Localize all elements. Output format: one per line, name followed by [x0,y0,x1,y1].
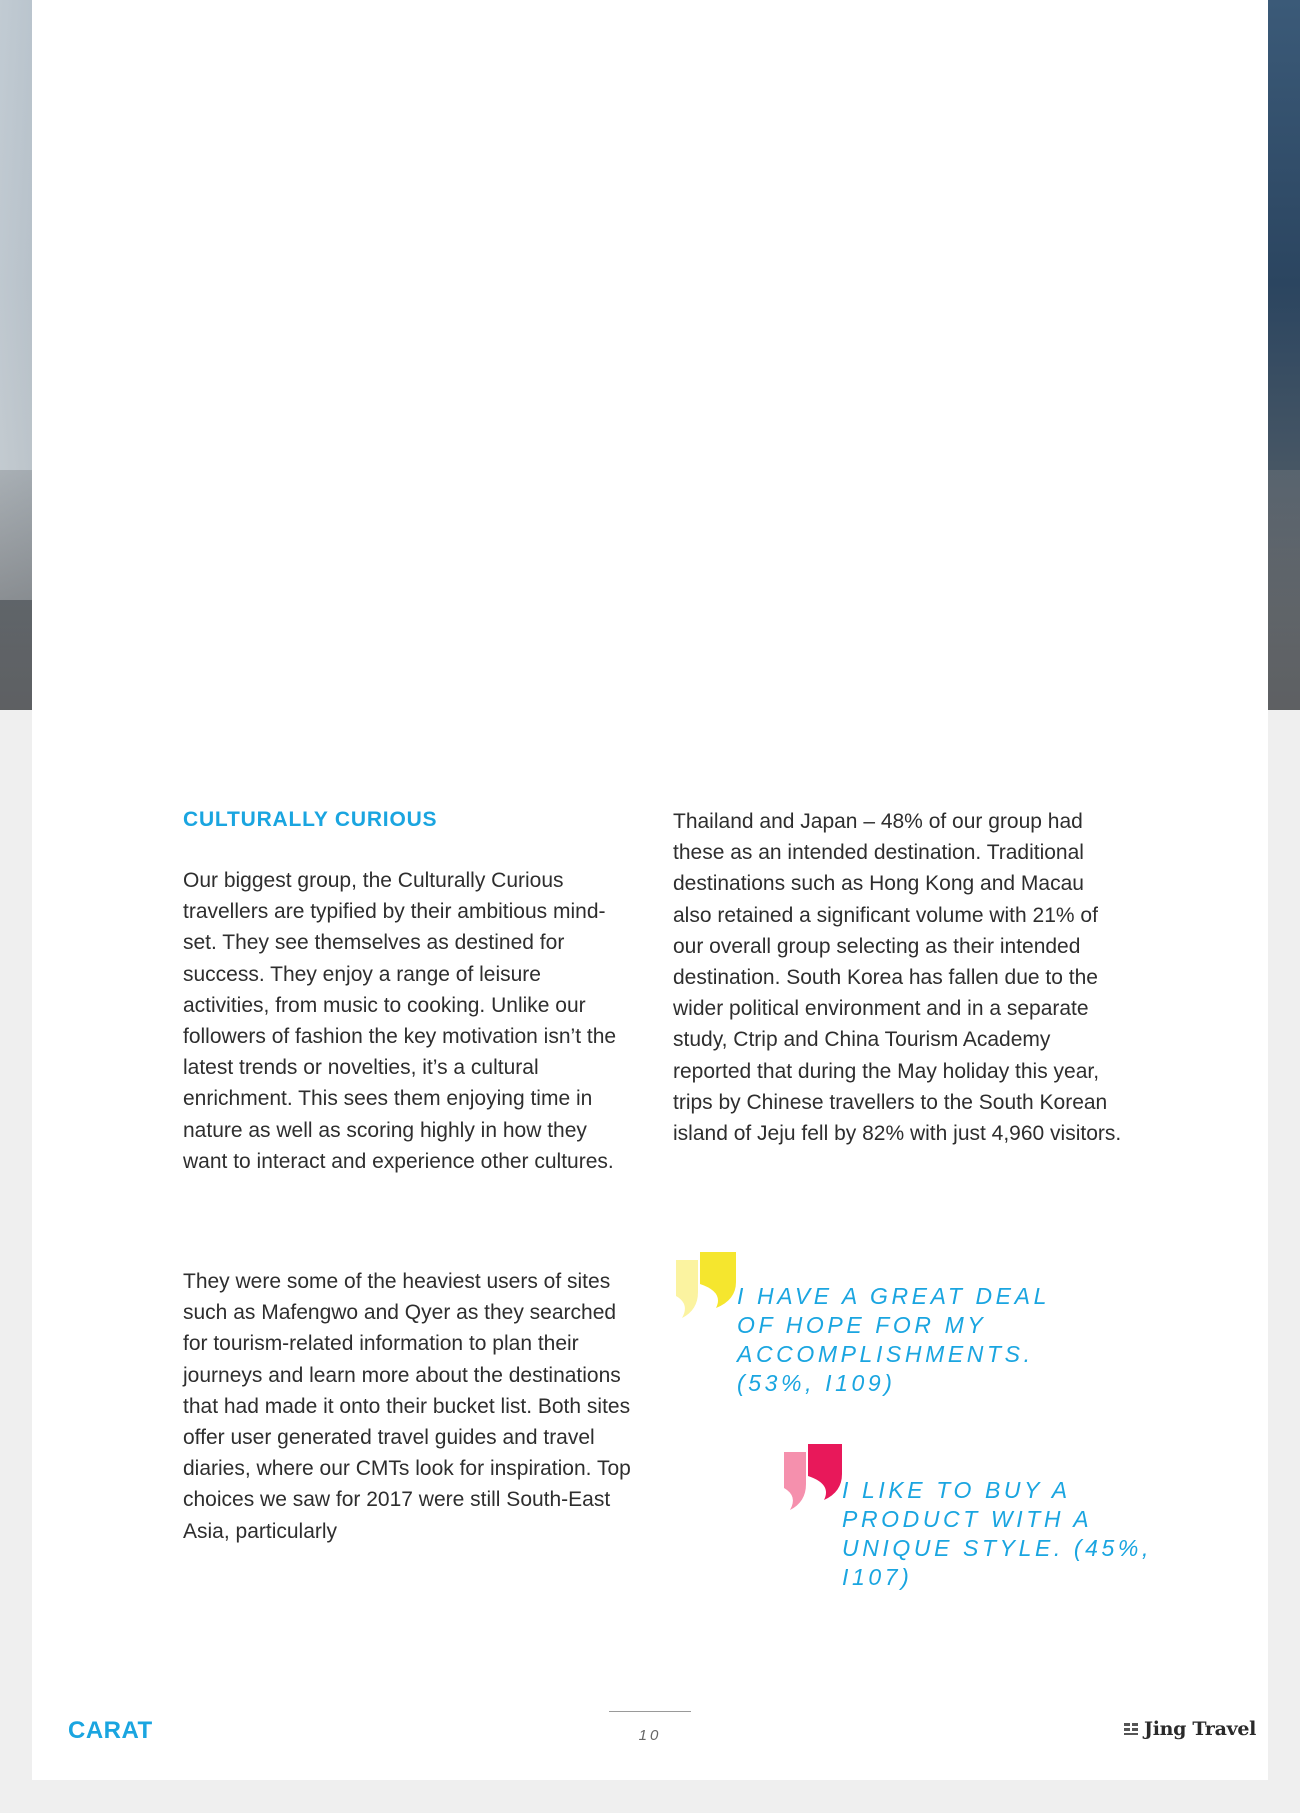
paragraph-text: They were some of the heaviest users of sites such as Mafengwo and Qyer as they searched for tourism-related information to plan their journeys and learn more about the destinations that had made it onto their bucket list. Both sites offer user generated travel guides and travel diaries, where our CMTs look for inspiration. Top choices we saw for 2017 were still South-East Asia, particularly [183,1270,631,1543]
quote-mark-icon [780,1444,850,1514]
jing-travel-wordmark: Jing Travel [1144,1718,1257,1740]
right-column-paragraph [673,806,1123,1149]
pull-quote-2: I LIKE TO BUY A PRODUCT WITH A UNIQUE STYLE. (45%, I107) [842,1477,1152,1590]
paragraph-text: Thailand and Japan – 48% of our group had these as an intended destination. Traditional destinations such as Hong Kong and Macau also retained a significant volume with 21% of our overall group selecting as their intended destination. South Korea has fallen due to the wider political environment and in a separate study, Ctrip and China Tourism Academy reported that during the May holiday this year, trips by Chinese travellers to the South Korean island of Jeju fell by 82% with just 4,960 visitors. [673,810,1122,1146]
carat-logo: CARAT [68,1717,153,1744]
left-column-paragraph-1 [183,865,633,1177]
jing-logo-icon [1124,1721,1140,1737]
pull-quote-1: I HAVE A GREAT DEAL OF HOPE FOR MY ACCOMPLISHMENTS. (53%, I109) [737,1283,1050,1396]
quote-mark-icon [672,1252,742,1322]
paragraph-text: Our biggest group, the Culturally Curious travellers are typified by their ambitious mind-set. They see themselves as destined for success. They enjoy a range of leisure activities, from music to cooking. Unlike our followers of fashion the key motivation isn’t the latest trends or novelties, it’s a cultural enrichment. This sees them enjoying time in nature as well as scoring highly in how they want to interact and experience other cultures. [183,869,617,1173]
section-heading: CULTURALLY CURIOUS [183,808,438,831]
left-column-paragraph-2 [183,1266,633,1547]
jing-travel-logo [1124,1718,1256,1740]
page-number: 10 [638,1727,662,1744]
footer-divider [609,1711,691,1712]
